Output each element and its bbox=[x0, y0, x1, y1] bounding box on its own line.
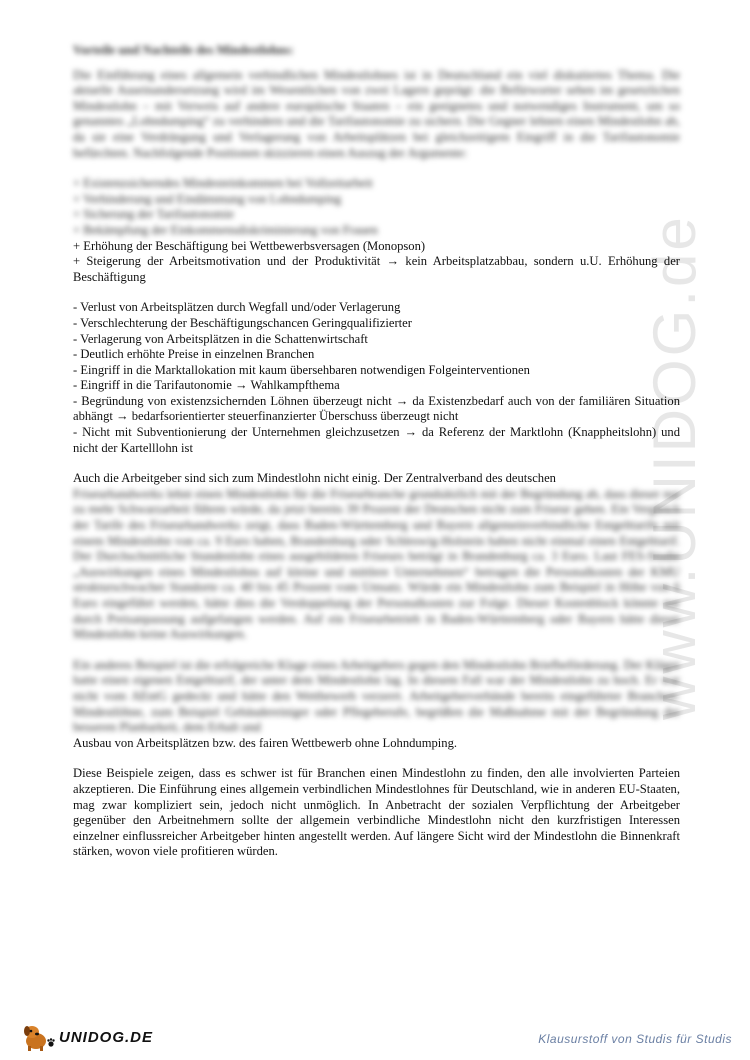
contra-item: - Verlagerung von Arbeitsplätzen in die Schattenwirtschaft bbox=[73, 331, 368, 346]
contra-item: - Eingriff in die Tarifautonomie → Wahlkampfthema bbox=[73, 378, 340, 393]
logo-text: UNIDOG.DE bbox=[59, 1028, 154, 1046]
page-footer bbox=[0, 1010, 750, 1060]
contra-item: - Verschlechterung der Beschäftigungschancen Geringqualifizierter bbox=[73, 315, 412, 330]
contra-item: - Eingriff in die Marktallokation mit kaum übersehbaren notwendigen Folgeinterventionen bbox=[73, 362, 530, 377]
contra-list bbox=[73, 300, 680, 456]
contra-item: - Deutlich erhöhte Preise in einzelnen Branchen bbox=[73, 347, 315, 362]
intro-paragraph: Die Einführung eines allgemein verbindlichen Mindestlohnes ist in Deutschland ein viel diskutiertes Thema. Die aktuelle Auseinandersetzung wird im Wesentlichen von zwei Lagern geprägt: die Befürworter sehen im gesetzlichen Mindestlohn – mit Verweis auf andere europäische Staaten – ein geeignetes und notwendiges Instrument, um so genanntes „Lohndumping“ zu verhindern und die Tarifautonomie zu sichern. Die Gegner lehnen einen Mindestlohn ab, da sie eine Verdrängung und Verlagerung von Arbeitsplätzen bei gleichzeitigem Eingriff in die Tarifautonomie befürchten. Nachfolgende Positionen skizzieren einen Auszug der Argumente: bbox=[73, 67, 680, 160]
pro-item: + Erhöhung der Beschäftigung bei Wettbewerbsversagen (Monopson) bbox=[73, 238, 426, 253]
pro-list bbox=[73, 176, 680, 285]
pro-item: + Steigerung der Arbeitsmotivation und der Produktivität → kein Arbeitsplatzabbau, sondern u.U. Erhöhung der Beschäftigung bbox=[73, 254, 680, 284]
document-body bbox=[73, 43, 680, 860]
employer-paragraph-visible: Auch die Arbeitgeber sind sich zum Mindestlohn nicht einig. Der Zentralverband des deutschen bbox=[73, 471, 556, 486]
pro-item-blurred: + Sicherung der Tarifautonomie bbox=[73, 207, 234, 222]
dog-icon bbox=[22, 1022, 56, 1052]
example-paragraph-blurred: Ein anderes Beispiel ist die erfolgreiche Klage eines Arbeitgebers gegen den Mindestlohn Briefbeförderung. Der Kläger hatte einen eigenen Entgelttarif, der unter dem Mindestlohn lag. In diesem Fall war der Mindestlohn zu hoch. Er war nicht vom AEntG gedeckt und hätte den Wettbewerb verzerrt. Arbeitgeberverbände bereits eingeführter Branchen-Mindestlöhne, zum Beispiel Gebäudereiniger oder Pflegeberufe, begrüßen die Maßnahme mit der Begründung der besseren Planbarkeit, dem Erhalt und bbox=[73, 657, 680, 735]
contra-item: - Verlust von Arbeitsplätzen durch Wegfall und/oder Verlagerung bbox=[73, 300, 401, 315]
conclusion-paragraph: Diese Beispiele zeigen, dass es schwer ist für Branchen einen Mindestlohn zu finden, den alle involvierten Parteien akzeptieren. Die Einführung eines allgemein verbindlichen Mindestlohnes für Deutschland, wie in anderen EU-Staaten, mag zwar kompliziert sein, jedoch nicht unmöglich. In Anbetracht der sozialen Verpflichtung der Arbeitgeber gegenüber den Arbeitnehmern sollte der allgemein verbindliche Mindestlohn nicht den kurzfristigen Interessen einzelner einflussreicher Arbeitgeber hinten angestellt werden. Auf längere Sicht wird der Mindestlohn die Binnenkraft stärken, wovon viele profitieren würden. bbox=[73, 766, 680, 859]
example-paragraph bbox=[73, 658, 680, 752]
contra-item: - Nicht mit Subventionierung der Unternehmen gleichzusetzen → da Referenz der Marktlohn (Knappheitslohn) und nicht der Kartelllohn ist bbox=[73, 425, 680, 455]
unidog-logo bbox=[22, 1022, 153, 1052]
employer-paragraph-blurred: Friseurhandwerks lehnt einen Mindestlohn für die Friseurbranche grundsätzlich mit der Begründung ab, dass dieser nur zu mehr Schwarzarbeit führen würde, da jetzt bereits 39 Prozent der Deutschen nicht zum Friseur gehen. Ein Vergleich der Tarife des Friseurhandwerks zeigt, dass Baden-Württemberg und Bayern allgemeinverbindliche Entgelttarife mit einem Mindestlohn von ca. 9 Euro haben, Brandenburg oder Schleswig-Holstein haben nicht einmal einen Entgelttarif. Der Durchschnittliche Stundenlohn eines ausgebildeten Friseurs beträgt in Brandenburg ca. 3 Euro. Laut FES-Studie „Auswirkungen eines Mindestlohns auf kleine und mittlere Unternehmen“ betragen die Personalkosten der KMU strukturschwacher Standorte ca. 40 bis 45 Prozent vom Umsatz. Würde ein Mindestlohn zum Beispiel in Höhe von 6 Euro eingeführt werden, hätte dies die Verdoppelung der Personalkosten zur Folge. Dieser Kostenblock könnte nur durch Preisanpassung aufgefangen werden. Auf ein Friseurbetrieb in Baden-Württemberg oder Bayern hätte dieser Mindestlohn keine Auswirkungen. bbox=[73, 486, 680, 642]
footer-tagline: Klausurstoff von Studis für Studis bbox=[538, 1032, 732, 1046]
pro-item-blurred: + Bekämpfung der Einkommensdiskriminierung von Frauen bbox=[73, 222, 378, 237]
example-paragraph-visible: Ausbau von Arbeitsplätzen bzw. des fairen Wettbewerb ohne Lohndumping. bbox=[73, 735, 458, 750]
watermark: www.UNIDOG.de bbox=[641, 214, 708, 720]
employer-paragraph bbox=[73, 471, 680, 643]
pro-item-blurred: + Existenzsicherndes Mindesteinkommen bei Vollzeitarbeit bbox=[73, 176, 373, 191]
pro-item-blurred: + Verhinderung und Eindämmung von Lohndumping bbox=[73, 191, 342, 206]
document-heading: Vorteile und Nachteile des Mindestlohns: bbox=[73, 43, 294, 57]
contra-item: - Begründung von existenzsichernden Löhnen überzeugt nicht → da Existenzbedarf auch von der familiären Situation abhängt → bedarfsorientierter steuerfinanzierter Überschuss überzeugt nicht bbox=[73, 393, 680, 424]
